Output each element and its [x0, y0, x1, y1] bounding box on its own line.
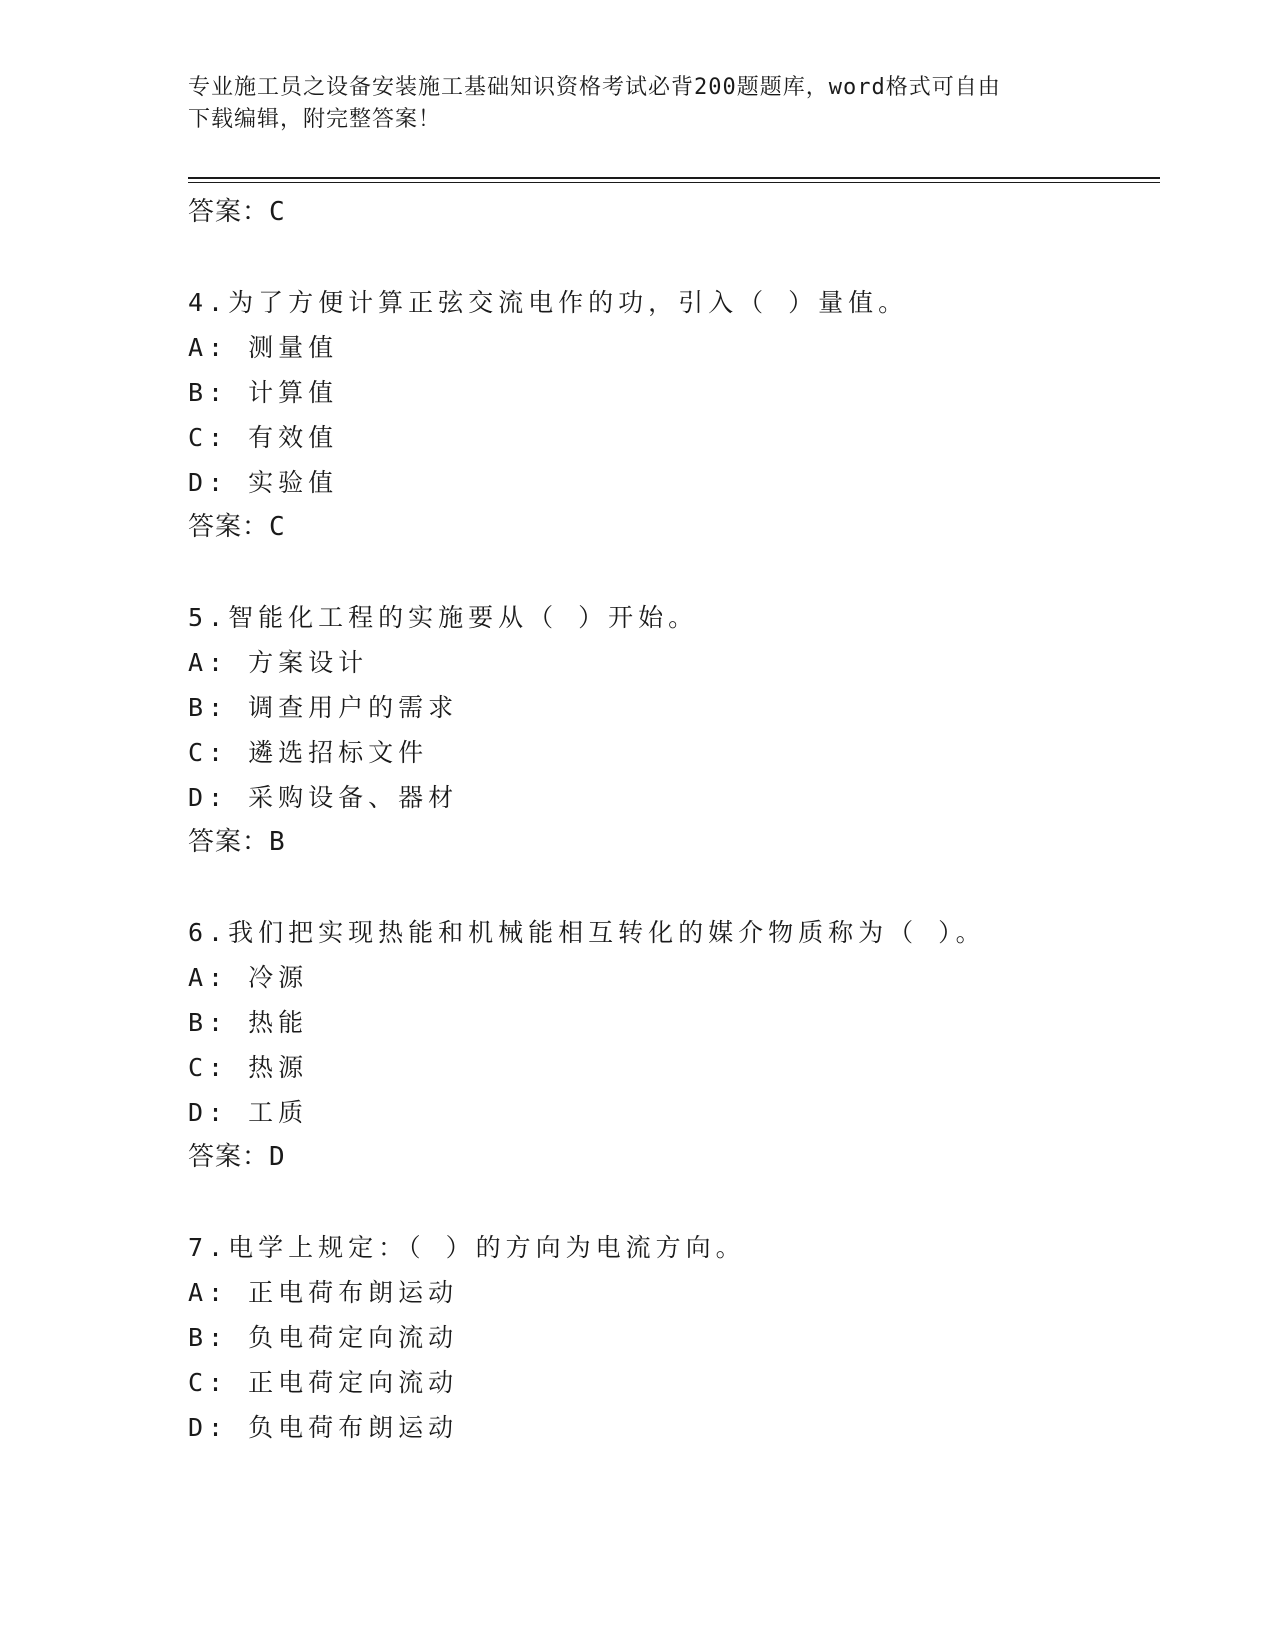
header-line-1: 专业施工员之设备安装施工基础知识资格考试必背200题题库，word格式可自由	[188, 75, 1001, 100]
answer-label: 答案：D	[188, 1142, 286, 1172]
option-c: C: 正电荷定向流动	[188, 1368, 459, 1397]
question-stem: 5.智能化工程的实施要从（ ）开始。	[188, 603, 699, 632]
spacer	[188, 235, 1168, 280]
option-c: C: 有效值	[188, 423, 339, 452]
answer-label: 答案：B	[188, 827, 286, 857]
option-d: D: 工质	[188, 1098, 309, 1127]
option-b: B: 热能	[188, 1008, 309, 1037]
question-stem: 7.电学上规定：（ ）的方向为电流方向。	[188, 1233, 746, 1262]
option-d: D: 实验值	[188, 468, 339, 497]
header-divider-thick	[188, 177, 1160, 179]
document-header	[188, 72, 1088, 136]
question-block	[188, 910, 1168, 1180]
option-c: C: 遴选招标文件	[188, 738, 429, 767]
answer-label: 答案：C	[188, 512, 286, 542]
option-c: C: 热源	[188, 1053, 309, 1082]
option-b: B: 调查用户的需求	[188, 693, 459, 722]
header-line-2: 下载编辑，附完整答案！	[188, 107, 442, 132]
option-d: D: 负电荷布朗运动	[188, 1413, 459, 1442]
option-a: A: 冷源	[188, 963, 309, 992]
spacer	[188, 865, 1168, 910]
question-block	[188, 280, 1168, 550]
spacer	[188, 1180, 1168, 1225]
option-a: A: 正电荷布朗运动	[188, 1278, 459, 1307]
question-block	[188, 1225, 1168, 1450]
option-b: B: 计算值	[188, 378, 339, 407]
question-stem: 6.我们把实现热能和机械能相互转化的媒介物质称为（ ）。	[188, 918, 986, 947]
option-a: A: 测量值	[188, 333, 339, 362]
answer-label: 答案：C	[188, 197, 286, 227]
header-divider-thin	[188, 182, 1160, 183]
option-b: B: 负电荷定向流动	[188, 1323, 459, 1352]
spacer	[188, 550, 1168, 595]
option-d: D: 采购设备、器材	[188, 783, 459, 812]
question-block	[188, 595, 1168, 865]
question-list	[188, 190, 1168, 1450]
option-a: A: 方案设计	[188, 648, 369, 677]
question-stem: 4.为了方便计算正弦交流电作的功，引入（ ）量值。	[188, 288, 909, 317]
